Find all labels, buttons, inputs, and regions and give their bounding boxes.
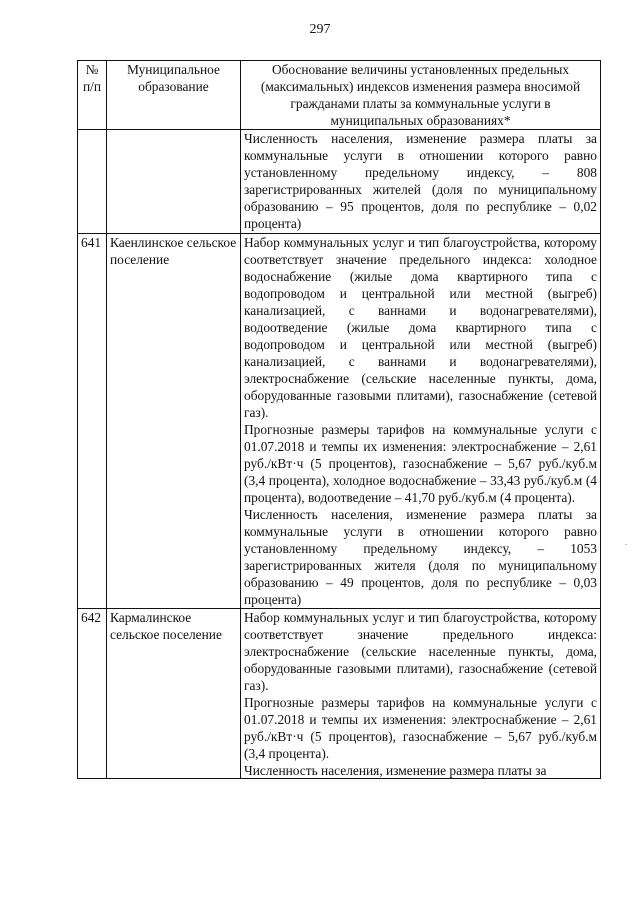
row-justification <box>241 130 601 234</box>
header-number: № п/п <box>78 61 107 130</box>
tariff-index-table <box>77 60 601 779</box>
table-row <box>78 609 601 779</box>
justification-paragraph: Набор коммунальных услуг и тип благоустройства, которому соответствует значение предельного индекса: холодное водоснабжение (жилые дома квартирного типа с водопроводом и центральной или местной (выгреб) канализацией, с ваннами и водонагревателями), водоотведение (жилые дома квартирного типа с водопроводом и центральной или местной (выгреб) канализацией, с ваннами и водонагревателями), электроснабжение (сельские населенные пункты, дома, оборудованные газовыми плитами), газоснабжение (сетевой газ). <box>244 235 597 420</box>
justification-paragraph: Численность населения, изменение размера платы за коммунальные услуги в отношении которого равно установленному предельному индексу, – 1053 зарегистрированных жителя (доля по муниципальному образованию – 49 процентов, доля по республике – 0,03 процента) <box>244 507 597 607</box>
header-justification: Обоснование величины установленных предельных (максимальных) индексов изменения размера вносимой гражданами платы за коммунальные услуги в муниципальных образованиях* <box>241 61 601 130</box>
page-number: 297 <box>309 22 331 37</box>
justification-paragraph: Прогнозные размеры тарифов на коммунальные услуги с 01.07.2018 и темпы их изменения: электроснабжение – 2,61 руб./кВт·ч (5 процентов), газоснабжение – 5,67 руб./куб.м (3,4 процента), холодное водоснабжение – 33,43 руб./куб.м (4 процента), водоотведение – 41,70 руб./куб.м (4 процента). <box>244 422 597 505</box>
row-justification <box>241 609 601 779</box>
justification-paragraph: Набор коммунальных услуг и тип благоустройства, которому соответствует значение предельного индекса: электроснабжение (сельские населенные пункты, дома, оборудованные газовыми плитами), газоснабжение (сетевой газ). <box>244 610 597 693</box>
margin-mark: . <box>625 537 628 547</box>
justification-paragraph-cut: Численность населения, изменение размера платы за <box>244 763 547 778</box>
row-number: 641 <box>78 234 107 609</box>
row-number: 642 <box>78 609 107 779</box>
table-row <box>78 234 601 609</box>
row-municipality: Каенлинское сельское поселение <box>107 234 241 609</box>
justification-paragraph: Прогнозные размеры тарифов на коммунальные услуги с 01.07.2018 и темпы их изменения: электроснабжение – 2,61 руб./кВт·ч (5 процентов), газоснабжение – 5,67 руб./куб.м (3,4 процента). <box>244 695 597 761</box>
table-row <box>78 130 601 234</box>
row-municipality <box>107 130 241 234</box>
table-header-row <box>78 61 601 130</box>
justification-paragraph: Численность населения, изменение размера платы за коммунальные услуги в отношении которого равно установленному предельному индексу, – 808 зарегистрированных жителей (доля по муниципальному образованию – 95 процентов, доля по республике – 0,02 процента) <box>244 131 597 231</box>
row-justification <box>241 234 601 609</box>
row-municipality: Кармалинское сельское поселение <box>107 609 241 779</box>
row-number <box>78 130 107 234</box>
header-municipality: Муниципальное образование <box>107 61 241 130</box>
